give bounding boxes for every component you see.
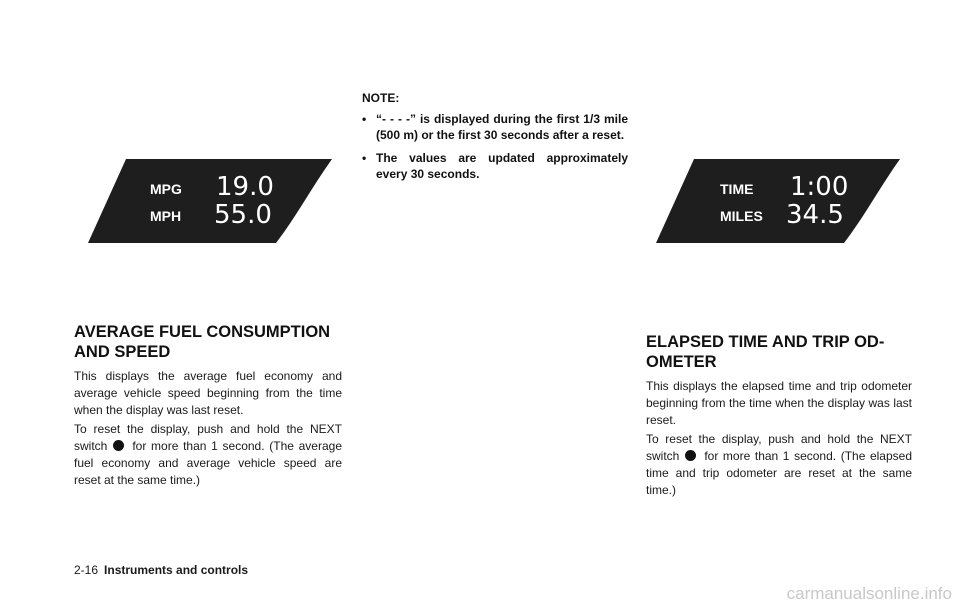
display-label-mpg: MPG [150,181,182,197]
note-title: NOTE: [362,91,400,105]
page-footer [74,563,248,577]
paragraph: This displays the average fuel economy and average vehicle speed beginning from the time when the display was last reset. [74,369,342,417]
display-label-time: TIME [720,181,754,197]
display-value-mph: 55.0 [214,200,272,230]
note-item: • The values are updated approximately every 30 seconds. [362,150,628,183]
section-average-fuel [74,322,342,492]
display-label-mph: MPH [150,208,182,224]
fuel-speed-display [86,157,334,245]
display-label-miles: MILES [720,208,763,224]
note-block [362,90,628,189]
section-heading: ELAPSED TIME AND TRIP OD- OMETER [646,333,885,371]
section-elapsed-time [646,332,912,502]
next-switch-icon [113,440,124,451]
display-panel-shape [656,159,900,243]
note-item: • “- - - -” is displayed during the first 1/3 mile (500 m) or the first 30 seconds after a reset. [362,111,628,144]
section-heading: AVERAGE FUEL CONSUMPTION AND SPEED [74,323,331,361]
display-panel-shape [88,159,332,243]
page-number: 2-16 [74,563,99,577]
time-odometer-display [654,157,902,245]
paragraph: To reset the display, push and hold the NEXT switch for more than 1 second. (The elapsed time and trip odometer are reset at the same time.) [646,432,912,497]
next-switch-icon [685,450,696,461]
section-body [74,368,342,489]
paragraph: To reset the display, push and hold the NEXT switch for more than 1 second. (The average fuel economy and average vehicle speed are reset at the same time.) [74,422,342,487]
display-value-time: 1:00 [790,172,849,202]
section-body [646,378,912,499]
display-value-miles: 34.5 [786,200,844,230]
display-value-mpg: 19.0 [216,172,274,202]
watermark: carmanualsonline.info [786,584,952,603]
footer-section-title: Instruments and controls [104,563,249,577]
note-list [362,111,628,183]
paragraph: This displays the elapsed time and trip odometer beginning from the time when the display was last reset. [646,379,912,427]
